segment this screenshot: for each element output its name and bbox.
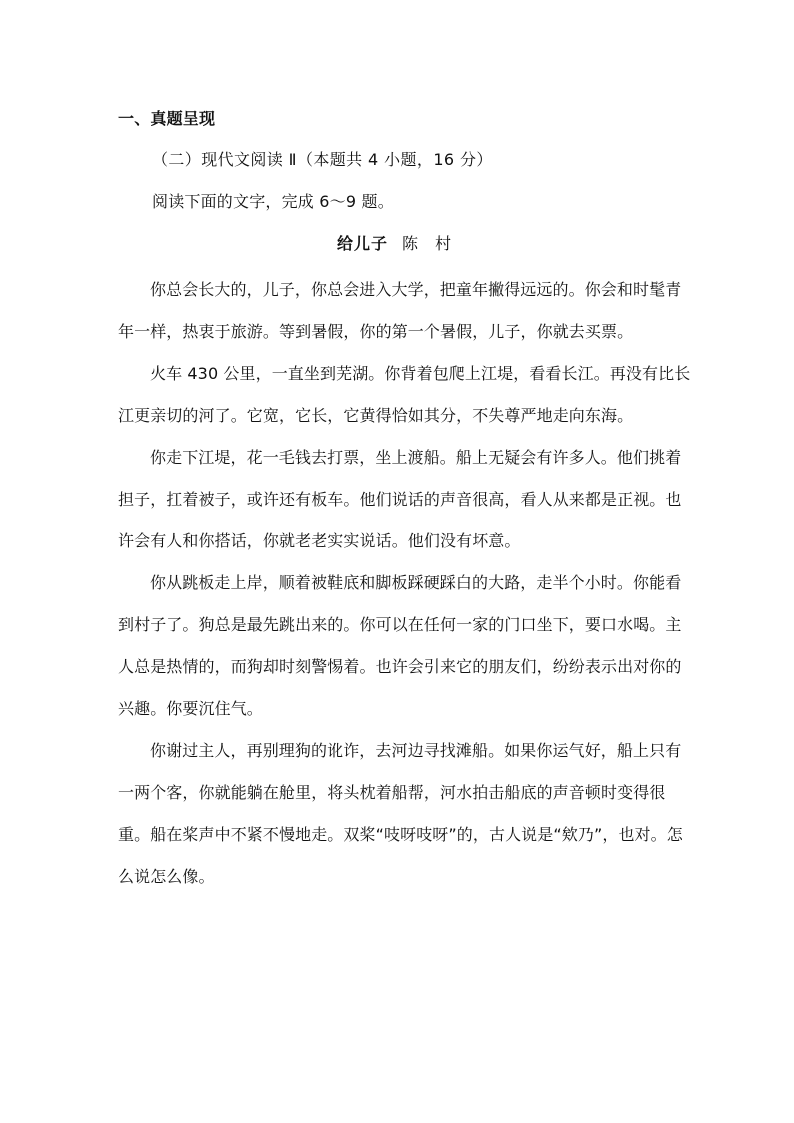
passage-paragraph-5: 你谢过主人，再别理狗的讹诈，去河边寻找滩船。如果你运气好，船上只有一两个客，你就能躺在舱里，将头枕着船帮，河水拍击船底的声音顿时变得很重。船在桨声中不紧不慢地走。双桨“吱呀吱呀”的，古人说是“欸乃”，也对。怎么说怎么像。 xyxy=(118,740,683,886)
passage-paragraph-2: 火车 430 公里，一直坐到芜湖。你背着包爬上江堤，看看长江。再没有比长江更亲切的河了。它宽，它长，它黄得恰如其分，不失尊严地走向东海。 xyxy=(118,363,691,425)
reading-instruction: 阅读下面的文字，完成 6～9 题。 xyxy=(152,192,394,211)
question-subheading: （二）现代文阅读 Ⅱ（本题共 4 小题，16 分） xyxy=(152,150,493,169)
passage-paragraph-3: 你走下江堤，花一毛钱去打票，坐上渡船。船上无疑会有许多人。他们挑着担子，扛着被子，或许还有板车。他们说话的声音很高，看人从来都是正视。也许会有人和你搭话，你就老老实实说话。他们没有坏意。 xyxy=(118,447,682,551)
article-title: 给儿子 xyxy=(336,234,388,253)
section-heading: 一、真题呈现 xyxy=(118,109,216,128)
passage-paragraph-4: 你从跳板走上岸，顺着被鞋底和脚板踩硬踩白的大路，走半个小时。你能看到村子了。狗总是最先跳出来的。你可以在任何一家的门口坐下，要口水喝。主人总是热情的，而狗却时刻警惕着。也许会引来它的朋友们，纷纷表示出对你的兴趣。你要沉住气。 xyxy=(118,573,682,719)
passage-paragraph-1: 你总会长大的，儿子，你总会进入大学，把童年撇得远远的。你会和时髦青年一样，热衷于旅游。等到暑假，你的第一个暑假，儿子，你就去买票。 xyxy=(118,280,682,341)
reading-passage xyxy=(118,269,692,898)
article-author: 陈 村 xyxy=(401,234,458,253)
article-title-line xyxy=(0,231,794,254)
